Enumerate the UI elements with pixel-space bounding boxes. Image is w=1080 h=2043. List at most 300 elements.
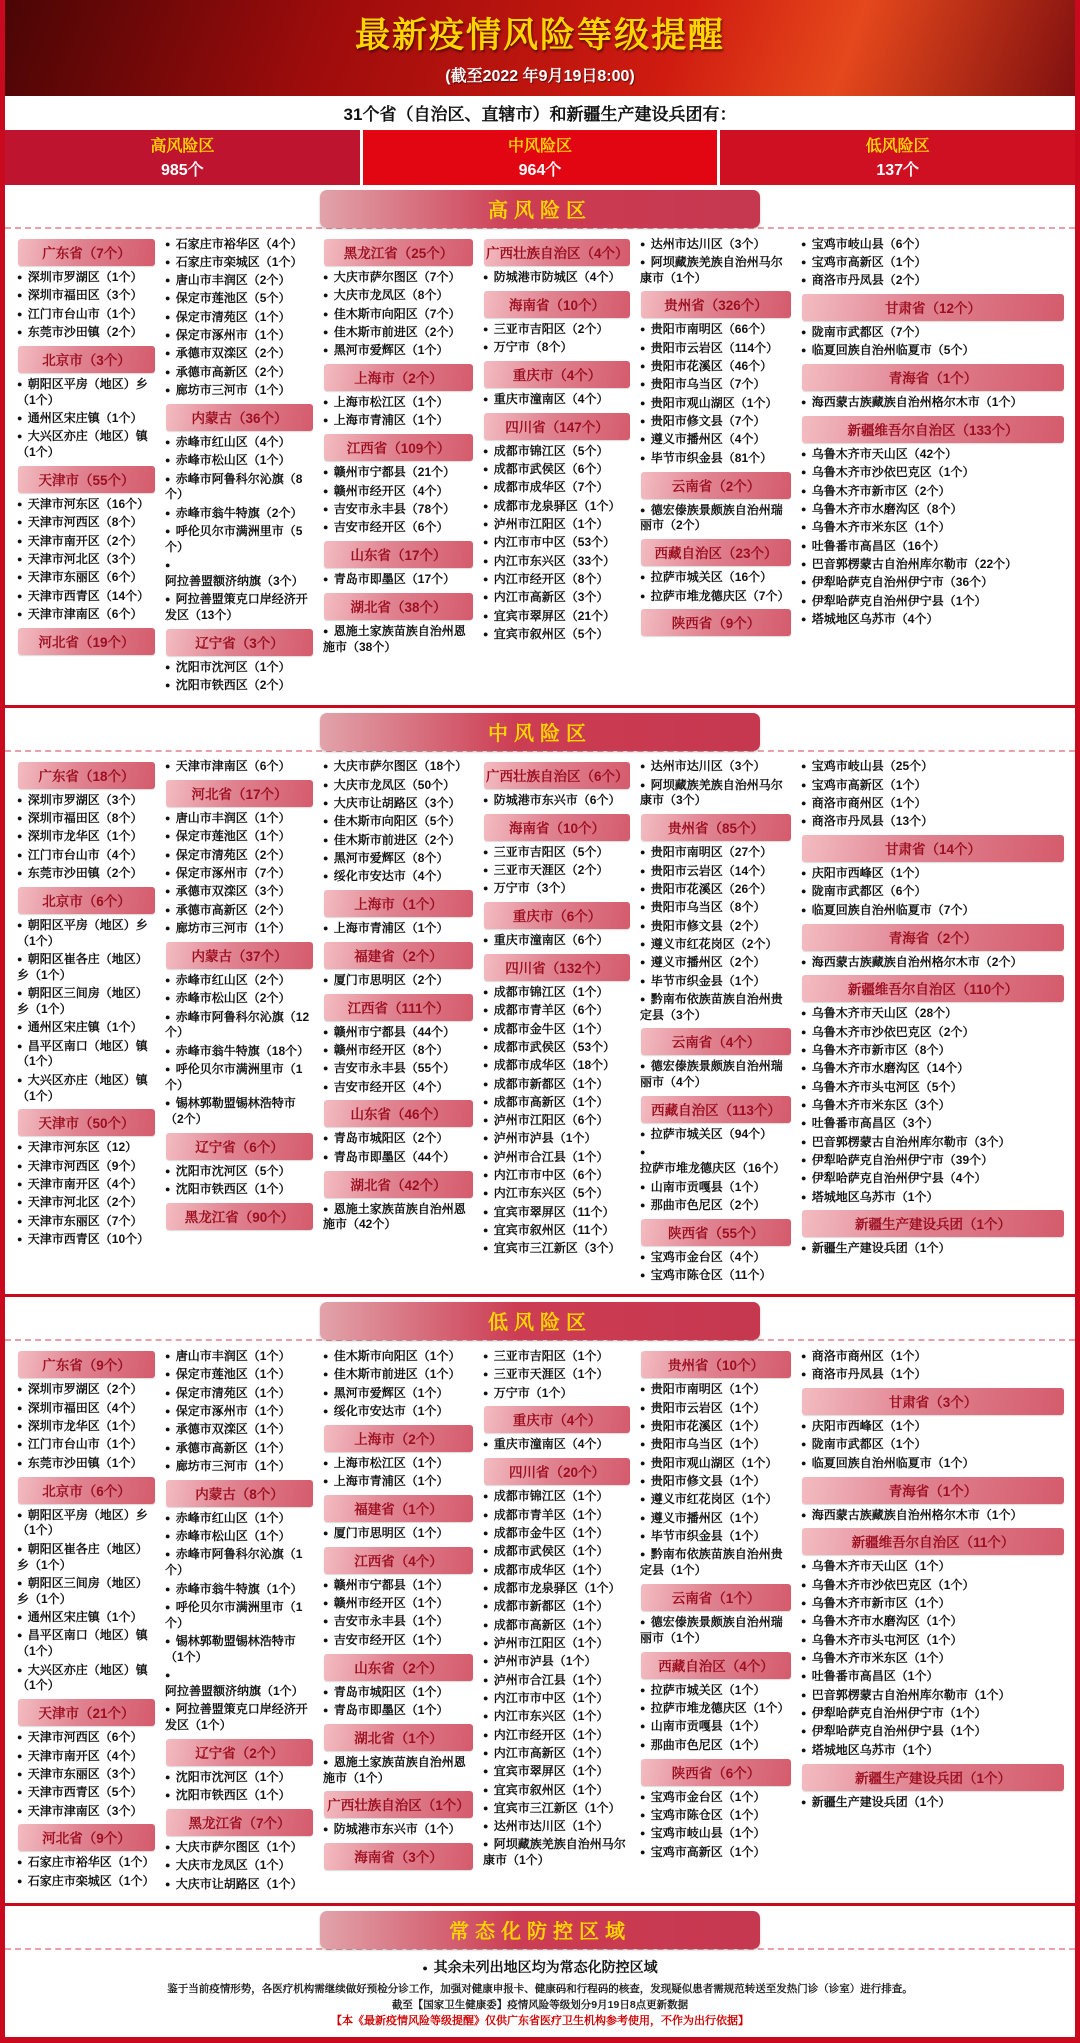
bullet-dot: ●	[801, 1671, 807, 1682]
region-item: ● 赤峰市翁牛特旗（1个）	[165, 1581, 303, 1596]
bullet-dot: ●	[483, 592, 489, 603]
region-item: ● 内江市东兴区（33个）	[483, 553, 616, 568]
region-item: ● 锡林郭勒盟锡林浩特市（1个）	[165, 1634, 296, 1664]
region-item: ● 呼伦贝尔市满洲里市（1个）	[165, 1061, 303, 1092]
region-item: ● 内江市经开区（8个）	[483, 572, 609, 587]
region-item: ● 庆阳市西峰区（1个）	[801, 866, 927, 881]
region-item: ● 朝阳区崔各庄（地区）乡（1个）	[17, 1541, 148, 1572]
column	[640, 234, 792, 697]
region-item: ● 佳木斯市前进区（2个）	[323, 324, 461, 339]
bullet-dot: ●	[640, 1251, 646, 1262]
column	[165, 757, 314, 1287]
region-item: ● 万宁市（1个）	[483, 1385, 573, 1400]
bullet-dot: ●	[801, 761, 807, 772]
bullet-dot: ●	[801, 1191, 807, 1202]
bullet-dot: ●	[801, 1136, 807, 1147]
stat-low-risk	[720, 130, 1075, 185]
footer-advice-line: 鉴于当前疫情形势，各医疗机构需继续做好预检分诊工作，加强对健康申报卡、健康码和行程码的核查，发现疑似患者需规范转送至发热门诊（诊室）进行排查。	[167, 1983, 913, 1996]
region-item: ● 内江市市中区（1个）	[483, 1690, 609, 1705]
column	[165, 1346, 314, 1895]
region-item: ● 遵义市红花岗区（1个）	[640, 1492, 778, 1507]
region-item: ● 天津市河西区（9个）	[17, 1158, 143, 1173]
region-item: ● 成都市锦江区（5个）	[483, 443, 609, 458]
bullet-dot: ●	[165, 1424, 171, 1435]
region-item: ● 乌鲁木齐市水磨沟区（1个）	[801, 1614, 963, 1629]
province-header: 内蒙古（36个）	[166, 404, 313, 431]
region-item: ● 成都市锦江区（1个）	[483, 1489, 609, 1504]
stat-label: 中风险区	[508, 138, 573, 155]
bullet-dot: ●	[640, 1199, 646, 1210]
bullet-dot: ●	[323, 1387, 329, 1398]
region-item: ● 阿坝藏族羌族自治州马尔康市（1个）	[483, 1837, 626, 1868]
region-item: ● 上海市松江区（1个）	[323, 395, 449, 410]
bullet-dot: ●	[17, 813, 23, 824]
bullet-dot: ●	[483, 1369, 489, 1380]
province-header: 山东省（2个）	[324, 1654, 473, 1681]
region-item: ● 乌鲁木齐市天山区（1个）	[801, 1559, 951, 1574]
region-item: ● 商洛市商州区（1个）	[801, 1348, 927, 1363]
region-item: ● 赤峰市松山区（1个）	[165, 1529, 291, 1544]
region-item: ● 宝鸡市岐山县（1个）	[640, 1826, 766, 1841]
bullet-dot: ●	[640, 1384, 646, 1395]
province-header: 北京市（6个）	[18, 887, 155, 914]
bullet-dot: ●	[483, 1170, 489, 1181]
stat-label: 高风险区	[150, 138, 215, 155]
bullet-dot: ●	[17, 1160, 23, 1171]
province-header: 山东省（46个）	[324, 1100, 473, 1127]
region-item: ● 昌平区南口（地区）镇（1个）	[17, 1628, 148, 1659]
province-header: 四川省（132个）	[484, 954, 630, 981]
region-item: ● 黔南布依族苗族自治州贵定县（1个）	[640, 1547, 783, 1578]
region-item: ● 达州市达川区（3个）	[640, 759, 766, 774]
province-header: 重庆市（4个）	[484, 361, 630, 388]
bullet-dot: ●	[17, 1664, 23, 1675]
bullet-dot: ●	[165, 662, 171, 673]
bullet-dot: ●	[323, 485, 329, 496]
bullet-dot: ●	[17, 1142, 23, 1153]
region-item: ● 塔城地区乌苏市（1个）	[801, 1742, 939, 1757]
bullet-dot: ●	[483, 794, 489, 805]
region-item: ● 深圳市福田区（3个）	[17, 288, 143, 303]
bullet-dot: ●	[640, 324, 646, 335]
region-item: ● 呼伦贝尔市满洲里市（5个）	[165, 524, 303, 554]
bullet-dot: ●	[640, 397, 646, 408]
region-item: ● 内江市经开区（1个）	[483, 1727, 609, 1742]
region-item: ● 新疆生产建设兵团（1个）	[801, 1794, 951, 1809]
bullet-dot: ●	[323, 1405, 329, 1416]
region-item: ● 青岛市城阳区（2个）	[323, 1131, 449, 1146]
province-header: 广西壮族自治区（1个）	[324, 1791, 473, 1818]
bullet-dot: ●	[801, 1154, 807, 1165]
bullet-dot: ●	[483, 883, 489, 894]
province-header: 河北省（19个）	[18, 628, 155, 655]
region-item: ● 山南市贡嘎县（1个）	[640, 1179, 766, 1194]
region-item: ● 唐山市丰润区（1个）	[165, 1348, 291, 1363]
bullet-dot: ●	[483, 1005, 489, 1016]
region-item: ● 乌鲁木齐市沙依巴克区（1个）	[801, 465, 975, 480]
province-header: 广东省（18个）	[18, 762, 155, 789]
region-item: ● 陇南市武都区（1个）	[801, 1437, 927, 1452]
region-item: ● 宝鸡市岐山县（6个）	[801, 236, 927, 251]
bullet-dot: ●	[640, 434, 646, 445]
province-header: 云南省（2个）	[641, 472, 791, 499]
section-title-pill: 中风险区	[320, 713, 760, 751]
bullet-dot: ●	[640, 1617, 646, 1628]
region-item: ● 伊犁哈萨克自治州伊宁县（4个）	[801, 1171, 987, 1186]
bullet-dot: ●	[323, 503, 329, 514]
bullet-dot: ●	[640, 1791, 646, 1802]
province-header: 湖北省（38个）	[324, 593, 473, 620]
bullet-dot: ●	[801, 956, 807, 967]
region-item: ● 宝鸡市高新区（1个）	[801, 254, 927, 269]
province-header: 贵州省（85个）	[641, 814, 791, 841]
province-header: 内蒙古（37个）	[166, 942, 313, 969]
bullet-dot: ●	[801, 886, 807, 897]
region-item: ● 巴音郭楞蒙古自治州库尔勒市（3个）	[801, 1134, 1011, 1149]
region-item: ● 赤峰市阿鲁科尔沁旗（1个）	[165, 1547, 303, 1578]
province-header: 江西省（111个）	[324, 994, 473, 1021]
bullet-dot: ●	[801, 1439, 807, 1450]
province-header: 海南省（10个）	[484, 291, 630, 318]
bullet-dot: ●	[323, 761, 329, 772]
bullet-dot: ●	[17, 572, 23, 583]
bullet-dot: ●	[17, 1074, 23, 1085]
bullet-dot: ●	[323, 871, 329, 882]
bullet-dot: ●	[640, 865, 646, 876]
bullet-dot: ●	[483, 1674, 489, 1685]
bullet-dot: ●	[483, 1527, 489, 1538]
bullet-dot: ●	[165, 831, 171, 842]
region-item: ● 赤峰市阿鲁科尔沁旗（8个）	[165, 471, 303, 502]
region-item: ● 上海市松江区（1个）	[323, 1455, 449, 1470]
province-header: 广东省（9个）	[18, 1351, 155, 1378]
bullet-dot: ●	[640, 1494, 646, 1505]
bullet-dot: ●	[323, 779, 329, 790]
bullet-dot: ●	[640, 975, 646, 986]
province-header: 辽宁省（2个）	[166, 1739, 313, 1766]
province-header: 江西省（109个）	[324, 434, 473, 461]
bullet-dot: ●	[17, 590, 23, 601]
bullet-dot: ●	[483, 1747, 489, 1758]
province-header: 内蒙古（8个）	[166, 1480, 313, 1507]
region-item: ● 承德市双滦区（3个）	[165, 884, 291, 899]
bullet-dot: ●	[17, 272, 23, 282]
region-item: ● 保定市清苑区（1个）	[165, 309, 291, 324]
region-item: ● 天津市河西区（8个）	[17, 515, 143, 530]
region-item: ● 深圳市罗湖区（3个）	[17, 792, 143, 807]
bullet-dot: ●	[483, 1766, 489, 1777]
region-item: ● 成都市武侯区（1个）	[483, 1544, 609, 1559]
province-header: 北京市（3个）	[18, 346, 155, 373]
region-item: ● 吐鲁番市高昌区（3个）	[801, 1116, 939, 1131]
region-item: ● 泸州市合江县（1个）	[483, 1149, 609, 1164]
bullet-dot: ●	[483, 864, 489, 875]
bullet-dot: ●	[165, 1670, 171, 1681]
region-item: ● 阿坝藏族羌族自治州马尔康市（1个）	[640, 254, 783, 285]
region-item: ● 赣州市经开区（1个）	[323, 1596, 449, 1611]
bullet-dot: ●	[640, 1846, 646, 1857]
region-item: ● 深圳市福田区（4个）	[17, 1400, 143, 1415]
region-item: ● 天津市东丽区（3个）	[17, 1766, 143, 1781]
bullet-dot: ●	[483, 1546, 489, 1557]
region-item: ● 天津市西青区（10个）	[17, 1232, 150, 1247]
region-item: ● 宜宾市三江新区（1个）	[483, 1800, 621, 1815]
bullet-dot: ●	[165, 348, 171, 359]
bullet-dot: ●	[17, 1197, 23, 1208]
bullet-dot: ●	[483, 393, 489, 404]
bullet-dot: ●	[801, 485, 807, 496]
bullet-dot: ●	[17, 1768, 23, 1779]
bullet-dot: ●	[17, 1630, 23, 1641]
bullet-dot: ●	[17, 535, 23, 546]
bullet-dot: ●	[801, 326, 807, 337]
region-item: ● 海西蒙古族藏族自治州格尔木市（1个）	[801, 395, 1023, 410]
region-item: ● 毕节市织金县（81个）	[640, 450, 773, 465]
footer	[5, 1903, 1075, 2037]
bullet-dot: ●	[483, 1151, 489, 1162]
region-item: ● 泸州市合江县（1个）	[483, 1672, 609, 1687]
region-item: ● 贵阳市南明区（27个）	[640, 845, 773, 860]
bullet-dot: ●	[17, 326, 23, 337]
region-item: ● 宜宾市叙州区（11个）	[483, 1223, 615, 1238]
bullet-dot: ●	[17, 919, 23, 930]
region-item: ● 佳木斯市前进区（1个）	[323, 1367, 461, 1382]
region-item: ● 防城港市东兴市（1个）	[323, 1822, 461, 1837]
bullet-dot: ●	[17, 831, 23, 842]
bullet-dot: ●	[801, 1689, 807, 1700]
bullet-dot: ●	[640, 1476, 646, 1487]
bullet-dot: ●	[640, 1703, 646, 1714]
province-header: 新疆生产建设兵团（1个）	[802, 1764, 1064, 1791]
stat-count: 985个	[160, 162, 204, 179]
region-item: ● 三亚市天涯区（2个）	[483, 862, 609, 877]
region-item: ● 黔南布依族苗族自治州贵定县（3个）	[640, 991, 783, 1022]
region-item: ● 吉安市经开区（1个）	[323, 1632, 449, 1647]
region-item: ● 吉安市永丰县（78个）	[323, 501, 456, 516]
region-item: ● 大庆市让胡路区（1个）	[165, 1876, 303, 1891]
region-item: ● 吉安市经开区（4个）	[323, 1079, 449, 1094]
region-item: ● 天津市河北区（2个）	[17, 1195, 143, 1210]
bullet-dot: ●	[801, 797, 807, 808]
bullet-dot: ●	[483, 342, 489, 353]
bullet-dot: ●	[165, 1184, 171, 1195]
region-item: ● 乌鲁木齐市沙依巴克区（1个）	[801, 1577, 975, 1592]
region-item: ● 贵阳市南明区（66个）	[640, 322, 773, 337]
province-header: 上海市（2个）	[324, 364, 473, 391]
province-header: 甘肃省（14个）	[802, 835, 1064, 862]
region-item: ● 呼伦贝尔市满洲里市（1个）	[165, 1599, 303, 1630]
region-item: ● 宝鸡市岐山县（25个）	[801, 759, 934, 774]
header-banner	[5, 0, 1075, 96]
bullet-dot: ●	[801, 1118, 807, 1129]
bullet-dot: ●	[422, 1963, 428, 1974]
column	[640, 1346, 792, 1895]
bullet-dot: ●	[323, 272, 329, 282]
bullet-dot: ●	[323, 397, 329, 408]
bullet-dot: ●	[801, 1708, 807, 1719]
region-item: ● 宝鸡市陈仓区（1个）	[640, 1807, 766, 1822]
region-item: ● 伊犁哈萨克自治州伊宁县（1个）	[801, 593, 987, 608]
bullet-dot: ●	[323, 1598, 329, 1609]
column	[323, 757, 474, 1287]
region-item: ● 阿拉善盟策克口岸经济开发区（13个）	[165, 592, 308, 623]
province-header: 河北省（9个）	[18, 1824, 155, 1851]
bullet-dot: ●	[17, 517, 23, 528]
region-item: ● 临夏回族自治州临夏市（1个）	[801, 1455, 975, 1470]
section-pill-row	[5, 185, 1075, 229]
bullet-dot: ●	[640, 1531, 646, 1542]
bullet-dot: ●	[483, 1637, 489, 1648]
bullet-dot: ●	[483, 537, 489, 548]
region-item: ● 承德市高新区（2个）	[165, 364, 291, 379]
region-item: ● 万宁市（8个）	[483, 340, 573, 355]
bullet-dot: ●	[801, 1598, 807, 1609]
region-item: ● 乌鲁木齐市天山区（42个）	[801, 446, 958, 461]
province-header: 重庆市（6个）	[484, 902, 630, 929]
bullet-dot: ●	[801, 1616, 807, 1627]
bullet-dot: ●	[165, 1045, 171, 1056]
region-item: ● 海西蒙古族藏族自治州格尔木市（2个）	[801, 954, 1023, 969]
region-item: ● 吐鲁番市高昌区（1个）	[801, 1669, 939, 1684]
region-item: ● 深圳市罗湖区（2个）	[17, 1382, 143, 1397]
bullet-dot: ●	[801, 1008, 807, 1019]
region-item: ● 拉萨市堆龙德庆区（1个）	[640, 1701, 790, 1716]
column	[165, 234, 314, 697]
bullet-dot: ●	[323, 345, 329, 356]
bullet-dot: ●	[483, 323, 489, 334]
bullet-dot: ●	[165, 904, 171, 915]
bullet-dot: ●	[483, 1225, 489, 1236]
bullet-dot: ●	[323, 923, 329, 934]
column	[483, 1346, 631, 1895]
bullet-dot: ●	[640, 957, 646, 968]
region-item: ● 上海市青浦区（1个）	[323, 413, 449, 428]
column	[483, 757, 631, 1287]
region-item: ● 朝阳区崔各庄（地区）乡（1个）	[17, 952, 148, 982]
province-header: 上海市（1个）	[324, 890, 473, 917]
bullet-dot: ●	[801, 577, 807, 588]
region-item: ● 黑河市爱辉区（8个）	[323, 850, 449, 865]
province-header: 天津市（21个）	[18, 1699, 155, 1726]
region-item: ● 赤峰市翁牛特旗（18个）	[165, 1043, 310, 1058]
region-item: ● 庆阳市西峰区（1个）	[801, 1419, 927, 1434]
bullet-dot: ●	[483, 1188, 489, 1199]
region-item: ● 天津市东丽区（6个）	[17, 570, 143, 585]
bullet-dot: ●	[483, 445, 489, 456]
province-header: 重庆市（4个）	[484, 1406, 630, 1433]
region-item: ● 天津市东丽区（7个）	[17, 1213, 143, 1228]
region-item: ● 石家庄市栾城区（1个）	[17, 1873, 155, 1888]
bullet-dot: ●	[640, 590, 646, 601]
bullet-dot: ●	[323, 290, 329, 301]
region-item: ● 遵义市播州区（4个）	[640, 432, 766, 447]
bullet-dot: ●	[165, 1460, 171, 1471]
region-item: ● 成都市新都区（1个）	[483, 1599, 609, 1614]
bullet-dot: ●	[483, 1564, 489, 1575]
region-item: ● 重庆市潼南区（4个）	[483, 1437, 609, 1452]
column	[17, 234, 156, 697]
province-header: 海南省（3个）	[324, 1843, 473, 1870]
section-title-pill: 高风险区	[320, 190, 760, 228]
region-item: ● 沈阳市铁西区（1个）	[165, 1182, 291, 1197]
region-item: ● 内江市市中区（53个）	[483, 535, 616, 550]
region-item: ● 绥化市安达市（4个）	[323, 869, 449, 884]
region-item: ● 三亚市天涯区（1个）	[483, 1367, 609, 1382]
region-item: ● 遵义市播州区（2个）	[640, 955, 766, 970]
province-header: 新疆维吾尔自治区（133个）	[802, 416, 1064, 443]
region-item: ● 大庆市龙凤区（1个）	[165, 1858, 291, 1873]
bullet-dot: ●	[17, 553, 23, 564]
footer-pill-row	[5, 1906, 1075, 1950]
region-item: ● 佳木斯市向阳区（7个）	[323, 306, 461, 321]
region-item: ● 万宁市（3个）	[483, 881, 573, 896]
province-header: 上海市（2个）	[324, 1425, 473, 1452]
bullet-dot: ●	[801, 522, 807, 533]
bullet-dot: ●	[801, 1099, 807, 1110]
region-item: ● 保定市莲池区（1个）	[165, 829, 291, 844]
bullet-dot: ●	[165, 1583, 171, 1594]
bullet-dot: ●	[640, 379, 646, 390]
bullet-dot: ●	[801, 1081, 807, 1092]
region-item: ● 三亚市吉阳区（1个）	[483, 1348, 609, 1363]
region-item: ● 保定市清苑区（1个）	[165, 1385, 291, 1400]
bullet-dot: ●	[17, 1857, 23, 1868]
bullet-dot: ●	[640, 1721, 646, 1732]
bullet-dot: ●	[801, 1457, 807, 1468]
region-item: ● 佳木斯市前进区（2个）	[323, 832, 461, 847]
page-title: 最新疫情风险等级提醒	[354, 16, 725, 55]
bullet-dot: ●	[165, 436, 171, 447]
bullet-dot: ●	[640, 902, 646, 913]
region-item: ● 保定市涿州市（1个）	[165, 328, 291, 343]
bullet-dot: ●	[165, 1442, 171, 1453]
region-item: ● 通州区宋庄镇（1个）	[17, 1610, 143, 1625]
region-item: ● 伊犁哈萨克自治州伊宁市（1个）	[801, 1706, 987, 1721]
bullet-dot: ●	[323, 1634, 329, 1645]
region-item: ● 临夏回族自治州临夏市（5个）	[801, 343, 975, 358]
region-item: ● 贵阳市乌当区（7个）	[640, 377, 766, 392]
province-header: 湖北省（1个）	[324, 1724, 473, 1751]
province-header: 广西壮族自治区（6个）	[484, 762, 630, 789]
bullet-dot: ●	[165, 256, 171, 267]
bullet-dot: ●	[801, 397, 807, 408]
region-item: ● 宝鸡市高新区（1个）	[801, 777, 927, 792]
region-item: ● 朝阳区平房（地区）乡（1个）	[17, 376, 148, 407]
region-item: ● 贵阳市乌当区（8个）	[640, 900, 766, 915]
bullet-dot: ●	[323, 834, 329, 845]
bullet-dot: ●	[483, 1784, 489, 1795]
region-item: ● 贵阳市云岩区（114个）	[640, 340, 779, 355]
bullet-dot: ●	[483, 1821, 489, 1832]
region-item: ● 毕节市织金县（1个）	[640, 1529, 766, 1544]
region-item: ● 沈阳市铁西区（2个）	[165, 678, 291, 693]
bullet-dot: ●	[165, 1878, 171, 1889]
region-item: ● 成都市高新区（1个）	[483, 1094, 609, 1109]
region-item: ● 那曲市色尼区（2个）	[640, 1197, 766, 1212]
bullet-dot: ●	[17, 1402, 23, 1413]
bullet-dot: ●	[17, 431, 23, 442]
bullet-dot: ●	[165, 813, 171, 824]
bullet-dot: ●	[323, 1579, 329, 1590]
bullet-dot: ●	[483, 1656, 489, 1667]
region-item: ● 厦门市思明区（1个）	[323, 1525, 449, 1540]
region-item: ● 宜宾市翠屏区（21个）	[483, 608, 616, 623]
region-item: ● 青岛市城阳区（1个）	[323, 1684, 449, 1699]
bullet-dot: ●	[323, 1081, 329, 1092]
province-header: 新疆维吾尔自治区（11个）	[802, 1528, 1064, 1555]
bullet-dot: ●	[323, 574, 329, 585]
bullet-dot: ●	[483, 1601, 489, 1612]
